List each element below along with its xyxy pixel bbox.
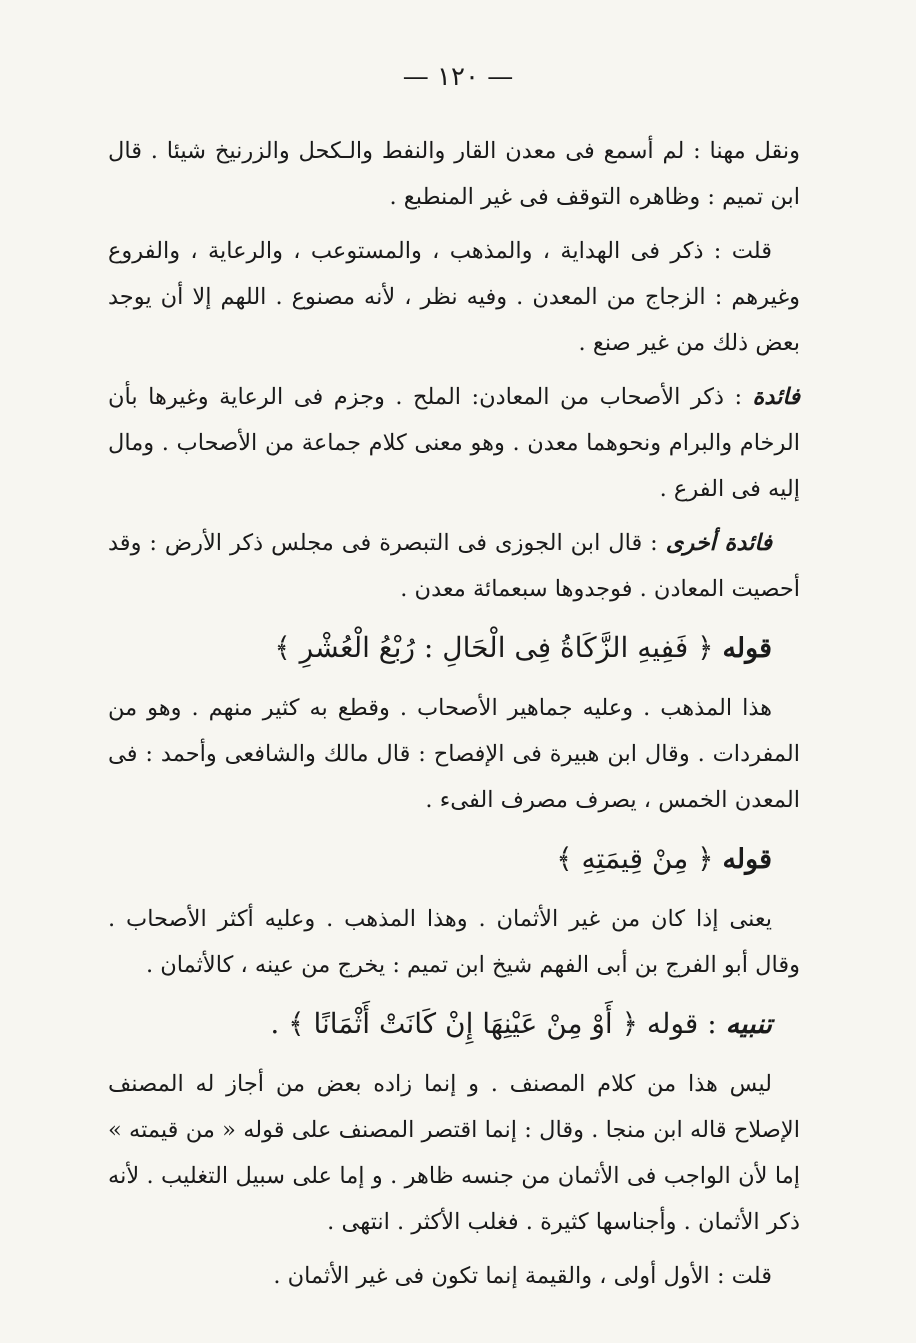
quote-heading-2	[108, 831, 800, 888]
page-text	[108, 128, 800, 1307]
warning-heading-text: : قوله ﴿ أَوْ مِنْ عَيْنِهَا إِنْ كَانَتْ أَثْمَانًا ﴾ .	[270, 1007, 726, 1040]
note-label: فائدة	[752, 384, 800, 410]
quote-heading-1	[108, 620, 800, 677]
quote-heading-1-lead: قوله	[722, 633, 772, 664]
note-text-other: : قال ابن الجوزى فى التبصرة فى مجلس ذكر الأرض : وقد أحصيت المعادن . فوجدوها سبعمائة معدن .	[108, 530, 800, 602]
quote-heading-2-text: ﴿ مِنْ قِيمَتِهِ ﴾	[556, 842, 723, 875]
paragraph-2	[108, 228, 800, 366]
paragraph-5-text: ليس هذا من كلام المصنف . و إنما زاده بعض من أجاز له المصنف الإصلاح قاله ابن منجا . وقال : إنما اقتصر المصنف على قوله « من قيمته » إما لأن الواجب فى الأثمان من جنسه ظاهر . و إما على سبيل التغليب . لأنه ذكر الأثمان . وأجناسها كثيرة . فغلب الأكثر . انتهى .	[108, 1071, 800, 1235]
quote-heading-1-text: ﴿ فَفِيهِ الزَّكَاةُ فِى الْحَالِ : رُبْعُ الْعُشْرِ ﴾	[274, 631, 723, 664]
paragraph-3	[108, 685, 800, 823]
note-label-other: فائدة أخرى	[665, 530, 772, 556]
paragraph-6	[108, 1253, 800, 1299]
quote-heading-2-lead: قوله	[722, 844, 772, 875]
paragraph-1-text: ونقل مهنا : لم أسمع فى معدن القار والنفط والـكحل والزرنيخ شيئا . قال ابن تميم : وظاهره التوقف فى غير المنطبع .	[108, 138, 800, 210]
paragraph-4	[108, 896, 800, 988]
paragraph-3-text: هذا المذهب . وعليه جماهير الأصحاب . وقطع به كثير منهم . وهو من المفردات . وقال ابن هبيرة فى الإفصاح : قال مالك والشافعى وأحمد : فى المعدن الخمس ، يصرف مصرف الفىء .	[108, 695, 800, 813]
note-paragraph-2	[108, 520, 800, 612]
warning-label: تنبيه	[725, 1009, 772, 1040]
warning-heading	[108, 996, 800, 1053]
paragraph-2-text: قلت : ذكر فى الهداية ، والمذهب ، والمستوعب ، والرعاية ، والفروع وغيرهم : الزجاج من المعدن . وفيه نظر ، لأنه مصنوع . اللهم إلا أن يوجد بعض ذلك من غير صنع .	[108, 238, 800, 356]
page-number: — ١٢٠ —	[402, 62, 514, 92]
paragraph-5	[108, 1061, 800, 1245]
note-text: : ذكر الأصحاب من المعادن: الملح . وجزم فى الرعاية وغيرها بأن الرخام والبرام ونحوهما معدن . وهو معنى كلام جماعة من الأصحاب . ومال إليه فى الفرع .	[108, 384, 800, 502]
paragraph-4-text: يعنى إذا كان من غير الأثمان . وهذا المذهب . وعليه أكثر الأصحاب . وقال أبو الفرج بن أبى الفهم شيخ ابن تميم : يخرج من عينه ، كالأثمان .	[108, 906, 800, 978]
note-paragraph-1	[108, 374, 800, 512]
paragraph-6-text: قلت : الأول أولى ، والقيمة إنما تكون فى غير الأثمان .	[273, 1263, 772, 1289]
paragraph-1	[108, 128, 800, 220]
